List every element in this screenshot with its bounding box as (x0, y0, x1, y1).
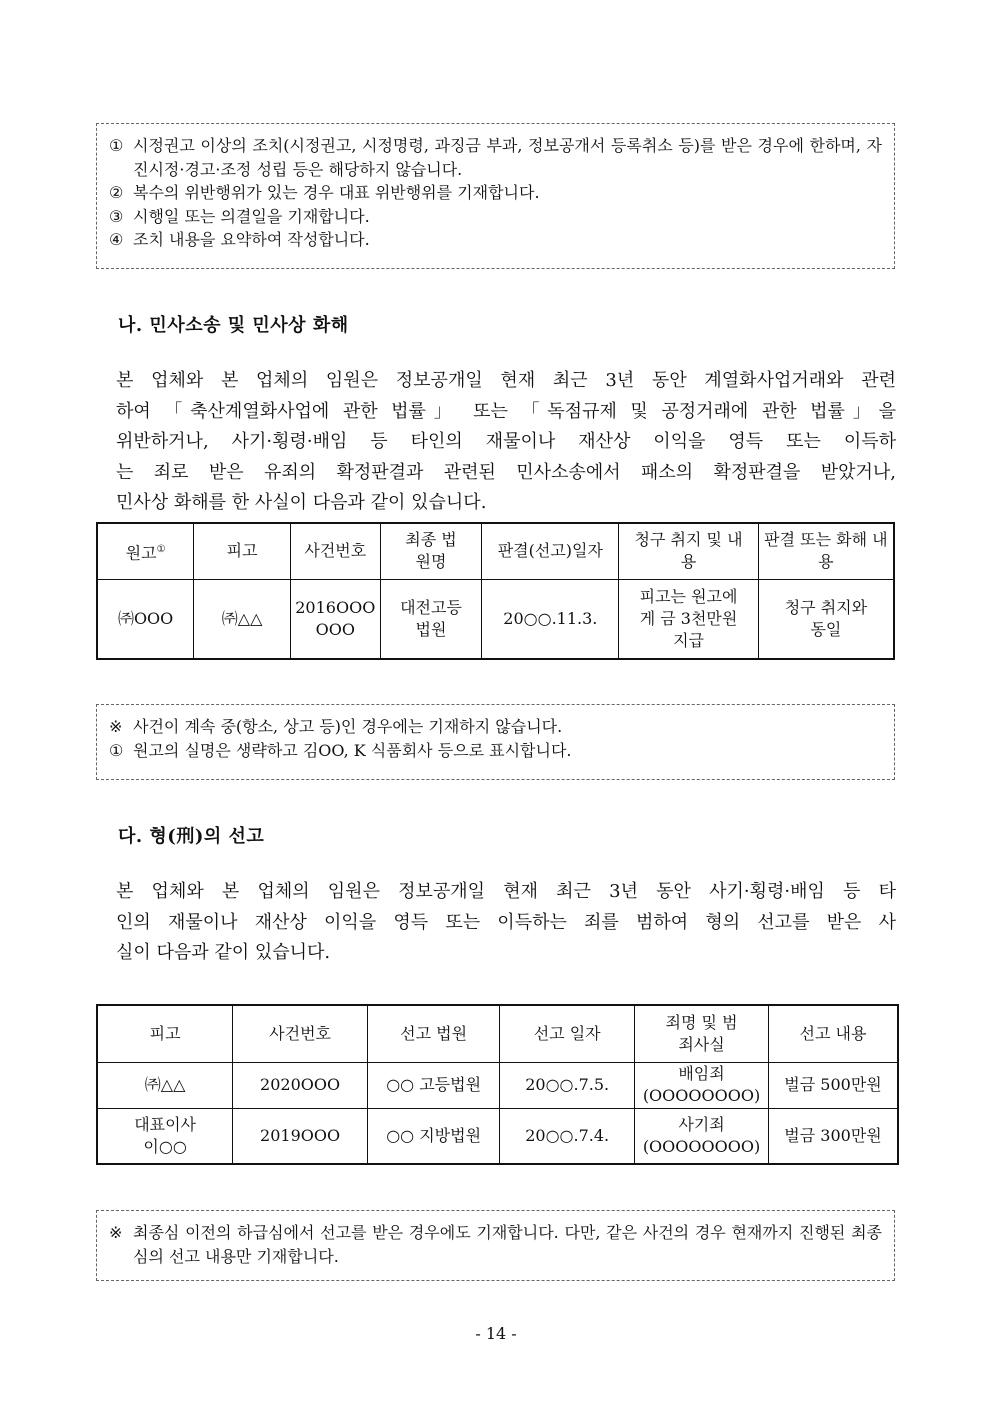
paragraph-line: 본 업체와 본 업체의 임원은 정보공개일 현재 최근 3년 동안 계열화사업거래와 관련 (116, 370, 896, 391)
note-item: ② 복수의 위반행위가 있는 경우 대표 위반행위를 기재합니다. (109, 183, 540, 202)
section-heading-civil-litigation: 나. 민사소송 및 민사상 화해 (118, 315, 349, 336)
table-row (97, 1062, 898, 1108)
header-cell-result: 판결 또는 화해 내용 (758, 523, 894, 579)
civil-litigation-paragraph (116, 366, 896, 519)
cell-case-number: 2019OOO (233, 1108, 368, 1164)
note-item: ※ 최종심 이전의 하급심에서 선고를 받은 경우에도 기재합니다. 다만, 같은 사건의 경우 현재까지 진행된 최종심의 선고 내용만 기재합니다. (109, 1223, 882, 1266)
header-cell-claim: 청구 취지 및 내용 (619, 523, 759, 579)
paragraph-line: 인의 재물이나 재산상 이익을 영득 또는 이득하는 죄를 범하여 형의 선고를 받은 사 (116, 911, 896, 933)
table-row (97, 579, 894, 659)
header-cell-case-number: 사건번호 (233, 1005, 368, 1062)
table-header-row (97, 1005, 898, 1062)
header-cell-case-number: 사건번호 (290, 523, 380, 579)
note-item: ① 시정권고 이상의 조치(시정권고, 시정명령, 과징금 부과, 정보공개서 등록취소 등)를 받은 경우에 한하며, 자진시정·경고·조정 성립 등은 해당하지 않습니다. (109, 136, 882, 179)
cell-offense: 사기죄 (OOOOOOOO) (635, 1108, 769, 1164)
table-row (97, 1108, 898, 1164)
cell-defendant: ㈜△△ (97, 1062, 233, 1108)
note-box-measures (96, 123, 895, 269)
note-box-litigation (96, 704, 895, 780)
cell-sentence: 벌금 300만원 (769, 1108, 898, 1164)
paragraph-line: 는 죄로 받은 유죄의 확정판결과 관련된 민사소송에서 패소의 확정판결을 받았거나, (116, 461, 896, 483)
paragraph-line: 위반하거나, 사기·횡령·배임 등 타인의 재물이나 재산상 이익을 영득 또는 이득하 (116, 431, 896, 452)
cell-plaintiff: ㈜OOO (97, 579, 194, 659)
civil-litigation-table (96, 522, 895, 660)
cell-sentence: 벌금 500만원 (769, 1062, 898, 1108)
table-header-row (97, 523, 894, 579)
note-box-sentence (96, 1210, 895, 1281)
header-cell-defendant: 피고 (97, 1005, 233, 1062)
cell-court: ○○ 고등법원 (367, 1062, 499, 1108)
header-cell-court: 선고 법원 (367, 1005, 499, 1062)
page-number: - 14 - (475, 1324, 517, 1343)
section-heading-sentence: 다. 형(刑)의 선고 (118, 826, 265, 847)
header-cell-judgment-date: 판결(선고)일자 (482, 523, 619, 579)
cell-defendant: 대표이사 이○○ (97, 1108, 233, 1164)
sentence-table (96, 1004, 899, 1165)
cell-case-number: 2016OOOOOO (290, 579, 380, 659)
paragraph-line: 본 업체와 본 업체의 임원은 정보공개일 현재 최근 3년 동안 사기·횡령·배임 등 타 (116, 881, 896, 902)
cell-sentence-date: 20○○.7.5. (500, 1062, 635, 1108)
cell-defendant: ㈜△△ (194, 579, 291, 659)
paragraph-line: 실이 다음과 같이 있습니다. (116, 942, 331, 963)
header-cell-plaintiff: 원고① (97, 523, 194, 579)
cell-court: 대전고등법원 (380, 579, 482, 659)
header-cell-defendant: 피고 (194, 523, 291, 579)
cell-case-number: 2020OOO (233, 1062, 368, 1108)
paragraph-line: 하여 「축산계열화사업에 관한 법률」 또는 「독점규제 및 공정거래에 관한 법률」을 (116, 400, 896, 422)
paragraph-line: 민사상 화해를 한 사실이 다음과 같이 있습니다. (116, 492, 487, 513)
cell-judgment-date: 20○○.11.3. (482, 579, 619, 659)
note-item: ④ 조치 내용을 요약하여 작성합니다. (109, 230, 370, 249)
sentence-paragraph (116, 877, 896, 969)
cell-claim: 피고는 원고에게 금 3천만원 지급 (619, 579, 759, 659)
header-cell-court: 최종 법원명 (380, 523, 482, 579)
note-item: ※ 사건이 계속 중(항소, 상고 등)인 경우에는 기재하지 않습니다. (109, 717, 563, 736)
cell-sentence-date: 20○○.7.4. (500, 1108, 635, 1164)
header-cell-sentence-date: 선고 일자 (500, 1005, 635, 1062)
note-item: ① 원고의 실명은 생략하고 김OO, K 식품회사 등으로 표시합니다. (109, 740, 572, 760)
cell-result: 청구 취지와 동일 (758, 579, 894, 659)
cell-offense: 배임죄 (OOOOOOOO) (635, 1062, 769, 1108)
header-cell-sentence: 선고 내용 (769, 1005, 898, 1062)
cell-court: ○○ 지방법원 (367, 1108, 499, 1164)
note-item: ③ 시행일 또는 의결일을 기재합니다. (109, 206, 370, 226)
header-cell-offense: 죄명 및 범죄사실 (635, 1005, 769, 1062)
